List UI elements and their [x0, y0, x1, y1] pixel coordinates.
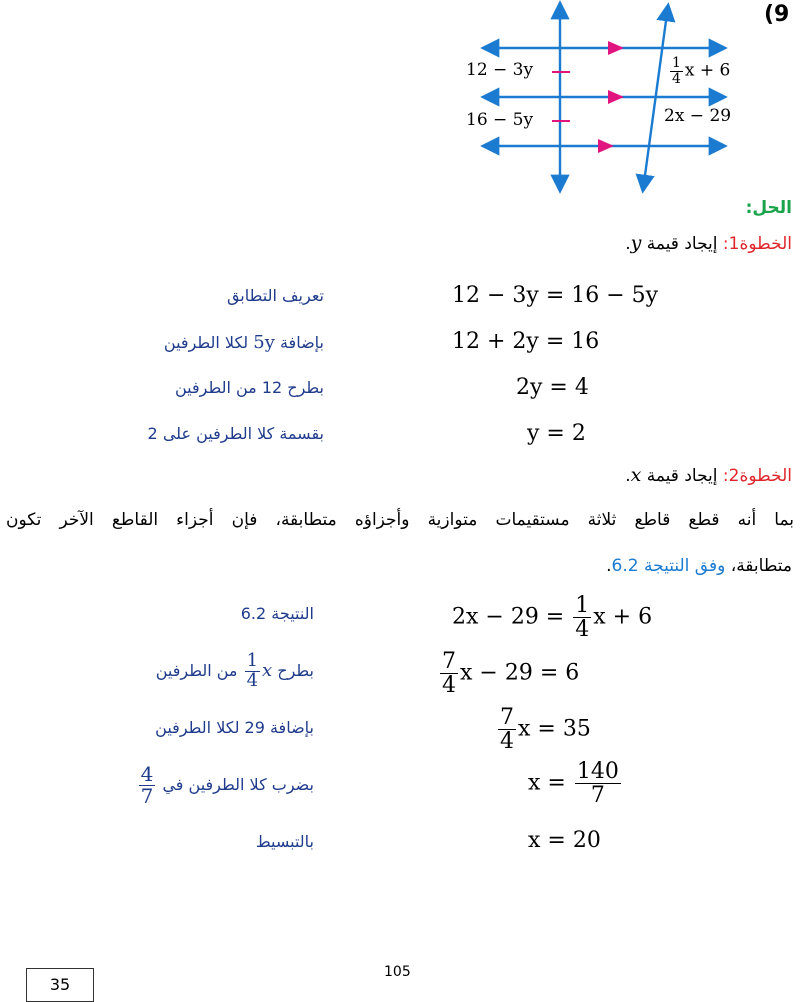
step2-note-1: النتيجة 6.2 — [240, 604, 314, 623]
page-number: 105 — [384, 964, 411, 980]
step2-eq-1: 2x − 29 = $\frac{1}{4}$ x + 6 — [452, 593, 653, 643]
parallel-lines-figure — [440, 0, 770, 200]
explanation-line-2: متطابقة، وفق النتيجة 6.2. — [606, 556, 792, 576]
result-6-2-link: وفق النتيجة 6.2 — [611, 556, 726, 576]
step1-eq-4: y = 2 — [527, 421, 586, 446]
page-box: 35 — [26, 968, 94, 1002]
solution-heading: الحل: — [745, 198, 792, 218]
segment-label-top-left: 12 − 3y — [466, 60, 534, 80]
segment-label-bottom-left: 16 − 5y — [466, 110, 534, 130]
parallel-arrow-top — [608, 41, 624, 55]
step2-line: الخطوة2: إيجاد قيمة x. — [625, 464, 792, 486]
step1-eq-2: 12 + 2y = 16 — [452, 329, 600, 354]
step2-note-4: بضرب كلا الطرفين في $\frac{4}{7}$ — [140, 762, 314, 808]
step2-note-3: بإضافة 29 لكلا الطرفين — [155, 718, 314, 737]
step2-note-5: بالتبسيط — [255, 832, 314, 851]
step1-note-1: تعريف التطابق — [226, 286, 324, 305]
step1-note-3: بطرح 12 من الطرفين — [174, 378, 324, 397]
step2-eq-2: $\frac{7}{4}$ x − 29 = 6 — [442, 649, 580, 699]
segment-label-bottom-right: 2x − 29 — [664, 106, 732, 126]
parallel-arrow-middle — [608, 90, 624, 104]
step2-note-2: بطرح x $\frac{1}{4}$ من الطرفين — [155, 650, 314, 691]
problem-number: (9 — [764, 2, 790, 27]
step2-eq-5: x = 20 — [528, 828, 601, 853]
step1-note-4: بقسمة كلا الطرفين على 2 — [147, 424, 324, 443]
segment-label-top-right: $\frac{1}{4}$ x + 6 — [672, 55, 731, 87]
step2-eq-4: x = $\frac{140}{7}$ — [528, 759, 619, 809]
step1-line: الخطوة1: إيجاد قيمة y. — [625, 232, 792, 254]
explanation-line-1: بما أنه قطع قاطع ثلاثة مستقيمات متوازية وأجزاؤه متطابقة، فإن أجزاء القاطع الآخر تكون — [6, 510, 794, 530]
step1-note-2: بإضافة 5y لكلا الطرفين — [163, 332, 324, 353]
step1-eq-1: 12 − 3y = 16 − 5y — [452, 283, 659, 308]
step1-eq-3: 2y = 4 — [516, 375, 589, 400]
parallel-arrow-bottom — [598, 139, 614, 153]
step2-eq-3: $\frac{7}{4}$ x = 35 — [500, 705, 591, 755]
